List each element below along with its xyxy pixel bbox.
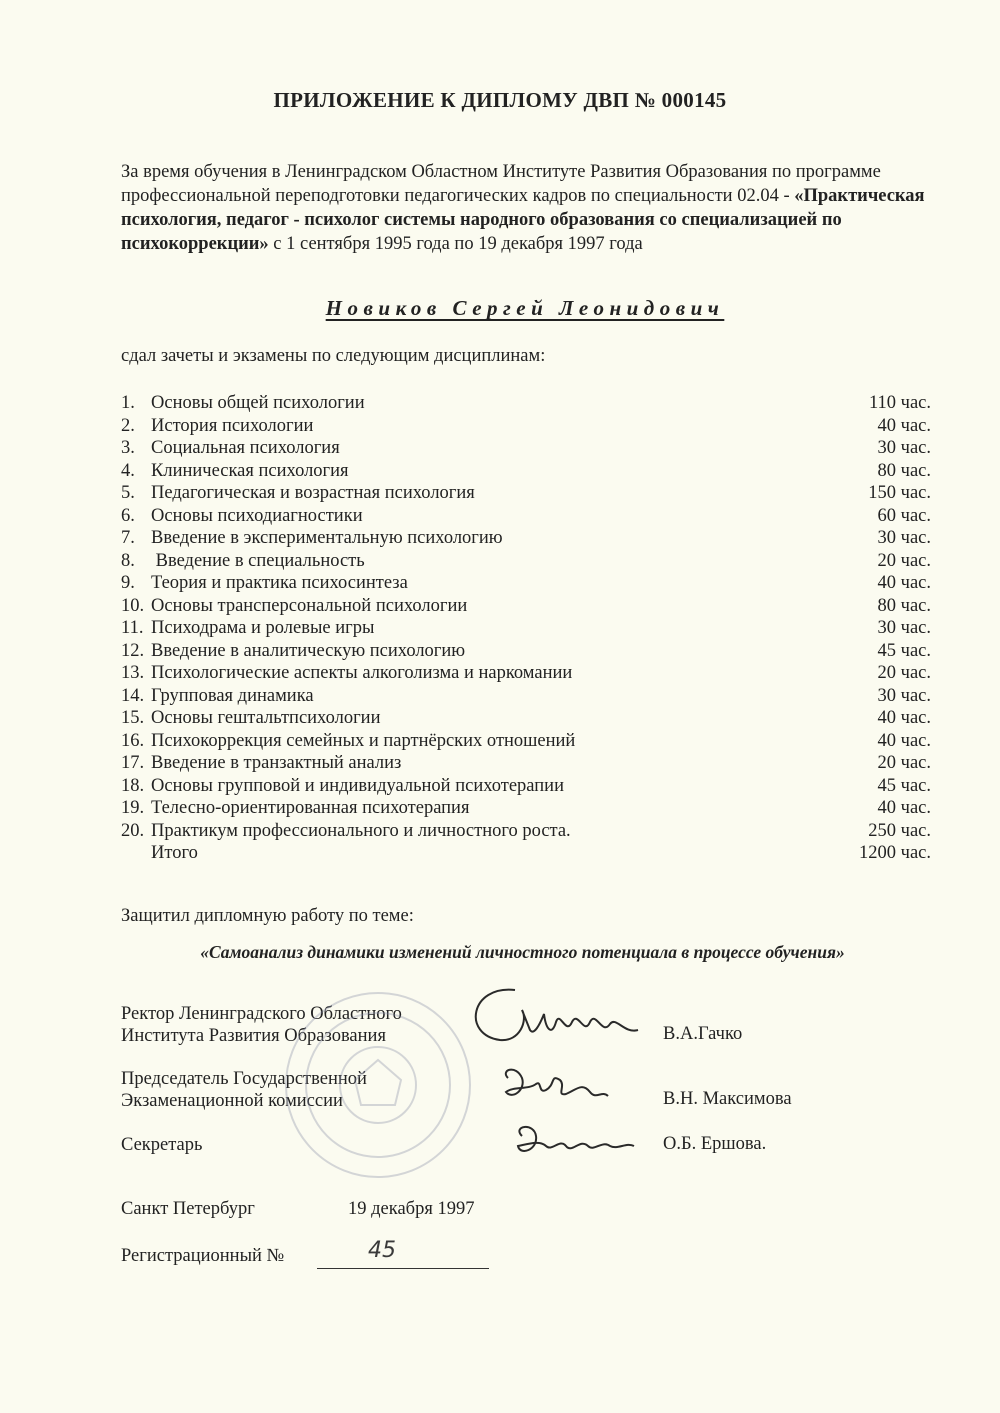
subject-number: 19. (121, 798, 145, 818)
role-line: Председатель Государственной (121, 1069, 367, 1089)
subject-hours: 150 час. (868, 483, 931, 503)
subject-number: 9. (121, 573, 135, 593)
subject-hours: 45 час. (877, 640, 931, 661)
subject-name: Педагогическая и возрастная психология (151, 483, 475, 503)
passed-exams-text: сдал зачеты и экзамены по следующим дисциплинам: (121, 346, 546, 366)
registration-number: 45 (368, 1238, 396, 1263)
total-label: Итого (151, 843, 198, 863)
signatory-name-rector: В.А.Гачко (663, 1024, 743, 1044)
subject-number: 20. (121, 820, 145, 841)
signatory-name-chair: В.Н. Максимова (663, 1089, 792, 1109)
subject-hours: 250 час. (868, 820, 931, 841)
subject-name: Психокоррекция семейных и партнёрских отношений (151, 730, 576, 751)
subject-name: Практикум профессионального и личностного роста. (151, 820, 571, 841)
subject-number: 16. (121, 730, 145, 751)
subject-name: Групповая динамика (151, 685, 314, 706)
role-line: Секретарь (121, 1135, 203, 1155)
subject-number: 2. (121, 415, 135, 436)
registration-label: Регистрационный № (121, 1246, 285, 1266)
document-title: ПРИЛОЖЕНИЕ К ДИПЛОМУ ДВП № 000145 (273, 88, 727, 112)
subject-hours: 30 час. (877, 618, 931, 638)
subject-name: Введение в транзактный анализ (151, 753, 402, 773)
subject-name: Основы групповой и индивидуальной психотерапии (151, 775, 564, 796)
subject-hours: 20 час. (877, 550, 931, 571)
subject-hours: 110 час. (868, 393, 931, 413)
subject-number: 17. (121, 753, 145, 773)
subject-hours: 40 час. (877, 708, 931, 728)
subject-hours: 60 час. (877, 505, 931, 526)
subject-hours: 80 час. (877, 460, 931, 481)
chair-signature (506, 1070, 608, 1096)
subject-hours: 30 час. (877, 438, 931, 458)
subject-name: Телесно-ориентированная психотерапия (151, 798, 470, 818)
subject-name: Психодрама и ролевые игры (151, 618, 375, 638)
subject-hours: 20 час. (877, 753, 931, 773)
subject-number: 8. (121, 550, 135, 571)
subject-number: 5. (121, 483, 135, 503)
subject-number: 12. (121, 640, 145, 661)
subject-number: 1. (121, 393, 135, 413)
thesis-title: «Самоанализ динамики изменений личностного потенциала в процессе обучения» (200, 942, 845, 962)
subject-name: Клиническая психология (151, 460, 349, 481)
student-name: Новиков Сергей Леонидович (325, 296, 725, 320)
subject-name: Теория и практика психосинтеза (151, 573, 408, 593)
city-label: Санкт Петербург (121, 1199, 255, 1219)
subject-hours: 80 час. (877, 595, 931, 616)
subject-number: 7. (121, 528, 135, 548)
institution-stamp (286, 993, 470, 1177)
subject-number: 14. (121, 685, 145, 706)
signatory-name-secretary: О.Б. Ершова. (663, 1134, 767, 1154)
role-line: Экзаменационной комиссии (121, 1091, 343, 1111)
subject-number: 3. (121, 438, 135, 458)
secretary-signature (518, 1127, 634, 1151)
rector-signature (476, 990, 638, 1040)
subject-name: Введение в аналитическую психологию (151, 640, 466, 661)
subject-name: Психологические аспекты алкоголизма и наркомании (151, 663, 573, 683)
subject-hours: 40 час. (877, 730, 931, 751)
subject-hours: 40 час. (877, 798, 931, 818)
subject-hours: 30 час. (877, 528, 931, 548)
subject-name: Основы трансперсональной психологии (151, 595, 468, 616)
intro-text-part1: За время обучения в Ленинградском Областном Институте Развития Образования по программе профессиональной переподготовки педагогических кадров по специальности 02.04 - (121, 162, 881, 206)
subject-number: 13. (121, 663, 145, 683)
subject-name: Введение в специальность (151, 550, 365, 571)
total-hours: 1200 час. (859, 843, 931, 863)
specialty-name: «Практическая психология, педагог - психолог системы народного образования со специализацией по психокоррекции» (121, 186, 925, 254)
subject-name: Основы общей психологии (151, 393, 365, 413)
subject-name: История психологии (151, 415, 314, 436)
subject-number: 10. (121, 595, 145, 616)
subject-name: Основы психодиагностики (151, 505, 363, 526)
intro-text-part2: с 1 сентября 1995 года по 19 декабря 1997 года (268, 234, 643, 254)
issue-date: 19 декабря 1997 (348, 1199, 475, 1219)
subject-name: Введение в экспериментальную психологию (151, 528, 503, 548)
subject-hours: 40 час. (877, 573, 931, 593)
role-line: Института Развития Образования (121, 1026, 386, 1046)
subject-number: 6. (121, 505, 135, 526)
subject-number: 4. (121, 460, 135, 481)
subject-hours: 30 час. (877, 685, 931, 706)
subject-number: 15. (121, 708, 145, 728)
subject-number: 18. (121, 775, 145, 796)
subject-number: 11. (121, 618, 144, 638)
subject-hours: 45 час. (877, 775, 931, 796)
subject-name: Социальная психология (151, 438, 340, 458)
subject-name: Основы гештальтпсихологии (151, 708, 381, 728)
subject-hours: 20 час. (877, 663, 931, 683)
role-line: Ректор Ленинградского Областного (121, 1004, 402, 1024)
subject-hours: 40 час. (877, 415, 931, 436)
thesis-defended-text: Защитил дипломную работу по теме: (121, 906, 414, 926)
